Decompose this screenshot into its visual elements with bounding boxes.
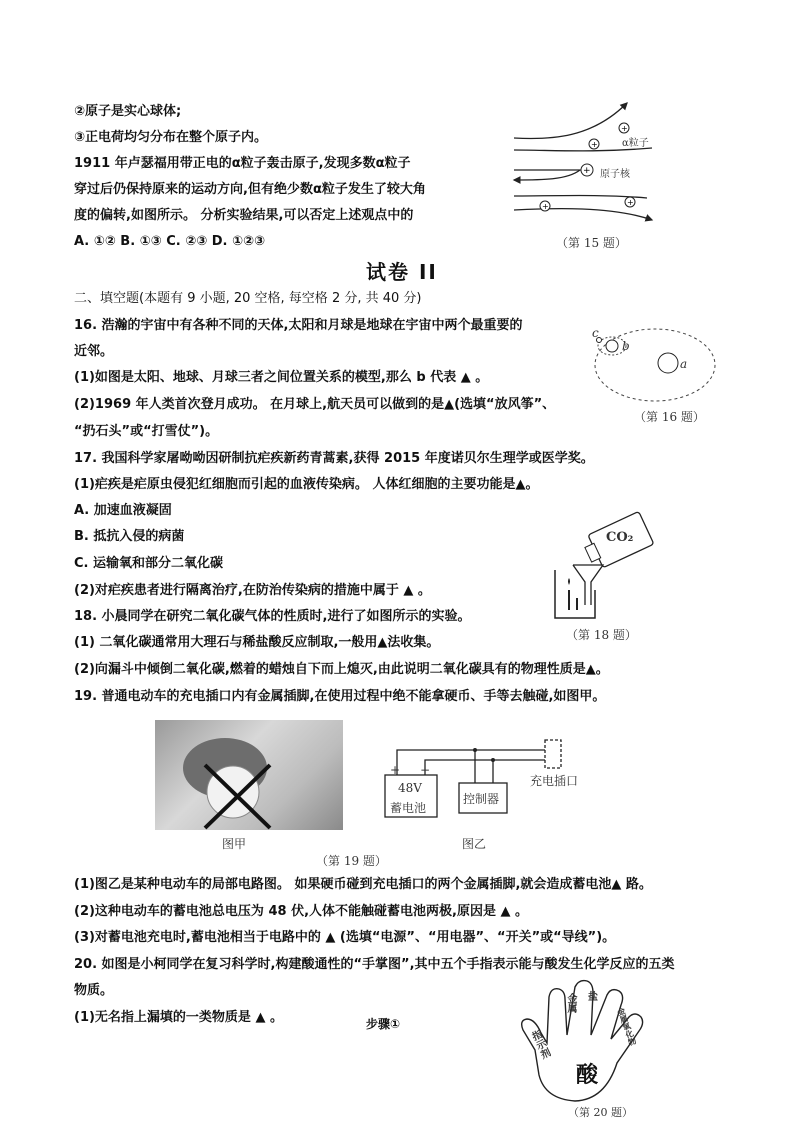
q20-line-3: (1)无名指上漏填的一类物质是 ▲ 。 — [74, 1010, 283, 1025]
controller-label: 控制器 — [463, 792, 500, 806]
q15-line-5: 度的偏转,如图所示。 分析实验结果,可以否定上述观点中的 — [74, 208, 414, 223]
q19-line-1: 19. 普通电动车的充电插口内有金属插脚,在使用过程中绝不能拿硬币、手等去触碰,如图甲。 — [74, 689, 606, 704]
q19-caption: （第 19 题） — [316, 854, 387, 868]
q15-caption: （第 15 题） — [556, 236, 627, 250]
q15-line-3: 1911 年卢瑟福用带正电的α粒子轰击原子,发现多数α粒子 — [74, 156, 411, 171]
q17-option-a: A. 加速血液凝固 — [74, 503, 172, 518]
finger-metal: 金属 — [565, 993, 576, 1013]
charging-port-label: 充电插口 — [530, 774, 579, 788]
q17-line-1: 17. 我国科学家屠呦呦因研制抗疟疾新药青蒿素,获得 2015 年度诺贝尔生理学或医学奖。 — [74, 451, 594, 466]
finger-salt: 盐 — [588, 992, 598, 1003]
q16-caption: （第 16 题） — [634, 410, 705, 424]
q17-line-3: (2)对疟疾患者进行隔离治疗,在防治传染病的措施中属于 ▲ 。 — [74, 583, 431, 598]
palm-acid: 酸 — [576, 1062, 599, 1088]
q19-line-4: (3)对蓄电池充电时,蓄电池相当于电路中的 ▲ (选填“电源”、“用电器”、“开关”或“导线”)。 — [74, 930, 616, 945]
q18-line-3: (2)向漏斗中倾倒二氧化碳,燃着的蜡烛自下而上熄灭,由此说明二氧化碳具有的物理性质是▲。 — [74, 662, 609, 677]
fig-yi-label: 图乙 — [462, 837, 487, 851]
q16-line-1: 16. 浩瀚的宇宙中有各种不同的天体,太阳和月球是地球在宇宙中两个最重要的 — [74, 318, 523, 333]
battery-label: 蓄电池 — [390, 801, 427, 815]
battery-voltage: 48V — [398, 781, 422, 795]
charging-port-photo — [155, 720, 343, 830]
q20-step: 步骤① — [366, 1017, 401, 1031]
q15-line-2: ③正电荷均匀分布在整个原子内。 — [74, 130, 268, 145]
q18-line-2: (1) 二氧化碳通常用大理石与稀盐酸反应制取,一般用▲法收集。 — [74, 635, 440, 650]
q19-line-3: (2)这种电动车的蓄电池总电压为 48 伏,人体不能触碰蓄电池两极,原因是 ▲ 。 — [74, 904, 528, 919]
q15-options: A. ①② B. ①③ C. ②③ D. ①②③ — [74, 234, 266, 249]
q20-caption: （第 20 题） — [568, 1106, 633, 1119]
q16-fig-c: c — [592, 326, 599, 340]
q18-line-1: 18. 小晨同学在研究二氧化碳气体的性质时,进行了如图所示的实验。 — [74, 609, 471, 624]
q16-fig-a: a — [680, 357, 688, 371]
q17-line-2: (1)疟疾是疟原虫侵犯红细胞而引起的血液传染病。 人体红细胞的主要功能是▲。 — [74, 477, 539, 492]
alpha-scattering-figure — [512, 98, 662, 228]
q17-option-c: C. 运输氧和部分二氧化碳 — [74, 556, 224, 571]
q18-caption: （第 18 题） — [566, 628, 637, 642]
q15-line-1: ②原子是实心球体; — [74, 104, 182, 119]
circuit-plus: + — [390, 763, 401, 777]
sun-earth-moon-figure — [590, 320, 720, 410]
svg-text:+: + — [627, 198, 634, 207]
q15-label-alpha: α粒子 — [622, 138, 649, 149]
q18-co2-label: CO₂ — [606, 530, 634, 545]
q16-line-4: (2)1969 年人类首次登月成功。 在月球上,航天员可以做到的是▲(选填“放风筝”、 — [74, 397, 556, 412]
q17-option-b: B. 抵抗入侵的病菌 — [74, 529, 185, 544]
section-intro: 二、填空题(本题有 9 小题, 20 空格, 每空格 2 分, 共 40 分) — [74, 291, 422, 306]
q16-line-3: (1)如图是太阳、地球、月球三者之间位置关系的模型,那么 b 代表 ▲ 。 — [74, 370, 489, 385]
q20-line-2: 物质。 — [74, 983, 114, 998]
svg-text:+: + — [591, 140, 598, 149]
q19-line-2: (1)图乙是某种电动车的局部电路图。 如果硬币碰到充电插口的两个金属插脚,就会造成蓄电池▲ 路。 — [74, 877, 652, 892]
section-title: 试卷 II — [366, 260, 438, 284]
q20-line-1: 20. 如图是小柯同学在复习科学时,构建酸通性的“手掌图”,其中五个手指表示能与酸发生化学反应的五类 — [74, 957, 675, 972]
finger-oxide: 金属氧化物 — [615, 1005, 639, 1047]
svg-text:+: + — [583, 166, 591, 176]
co2-funnel-figure — [545, 510, 655, 625]
circuit-minus: − — [420, 763, 431, 777]
svg-text:+: + — [542, 202, 549, 211]
fig-jia-label: 图甲 — [222, 837, 247, 851]
q16-fig-b: b — [622, 339, 630, 353]
svg-text:+: + — [621, 124, 628, 133]
q16-line-2: 近邻。 — [74, 344, 114, 359]
q15-label-nucleus: 原子核 — [600, 169, 630, 180]
q16-line-5: “扔石头”或“打雪仗”)。 — [74, 424, 219, 439]
finger-indicator: 指示剂 — [528, 1029, 551, 1061]
q15-line-4: 穿过后仍保持原来的运动方向,但有绝少数α粒子发生了较大角 — [74, 182, 426, 197]
